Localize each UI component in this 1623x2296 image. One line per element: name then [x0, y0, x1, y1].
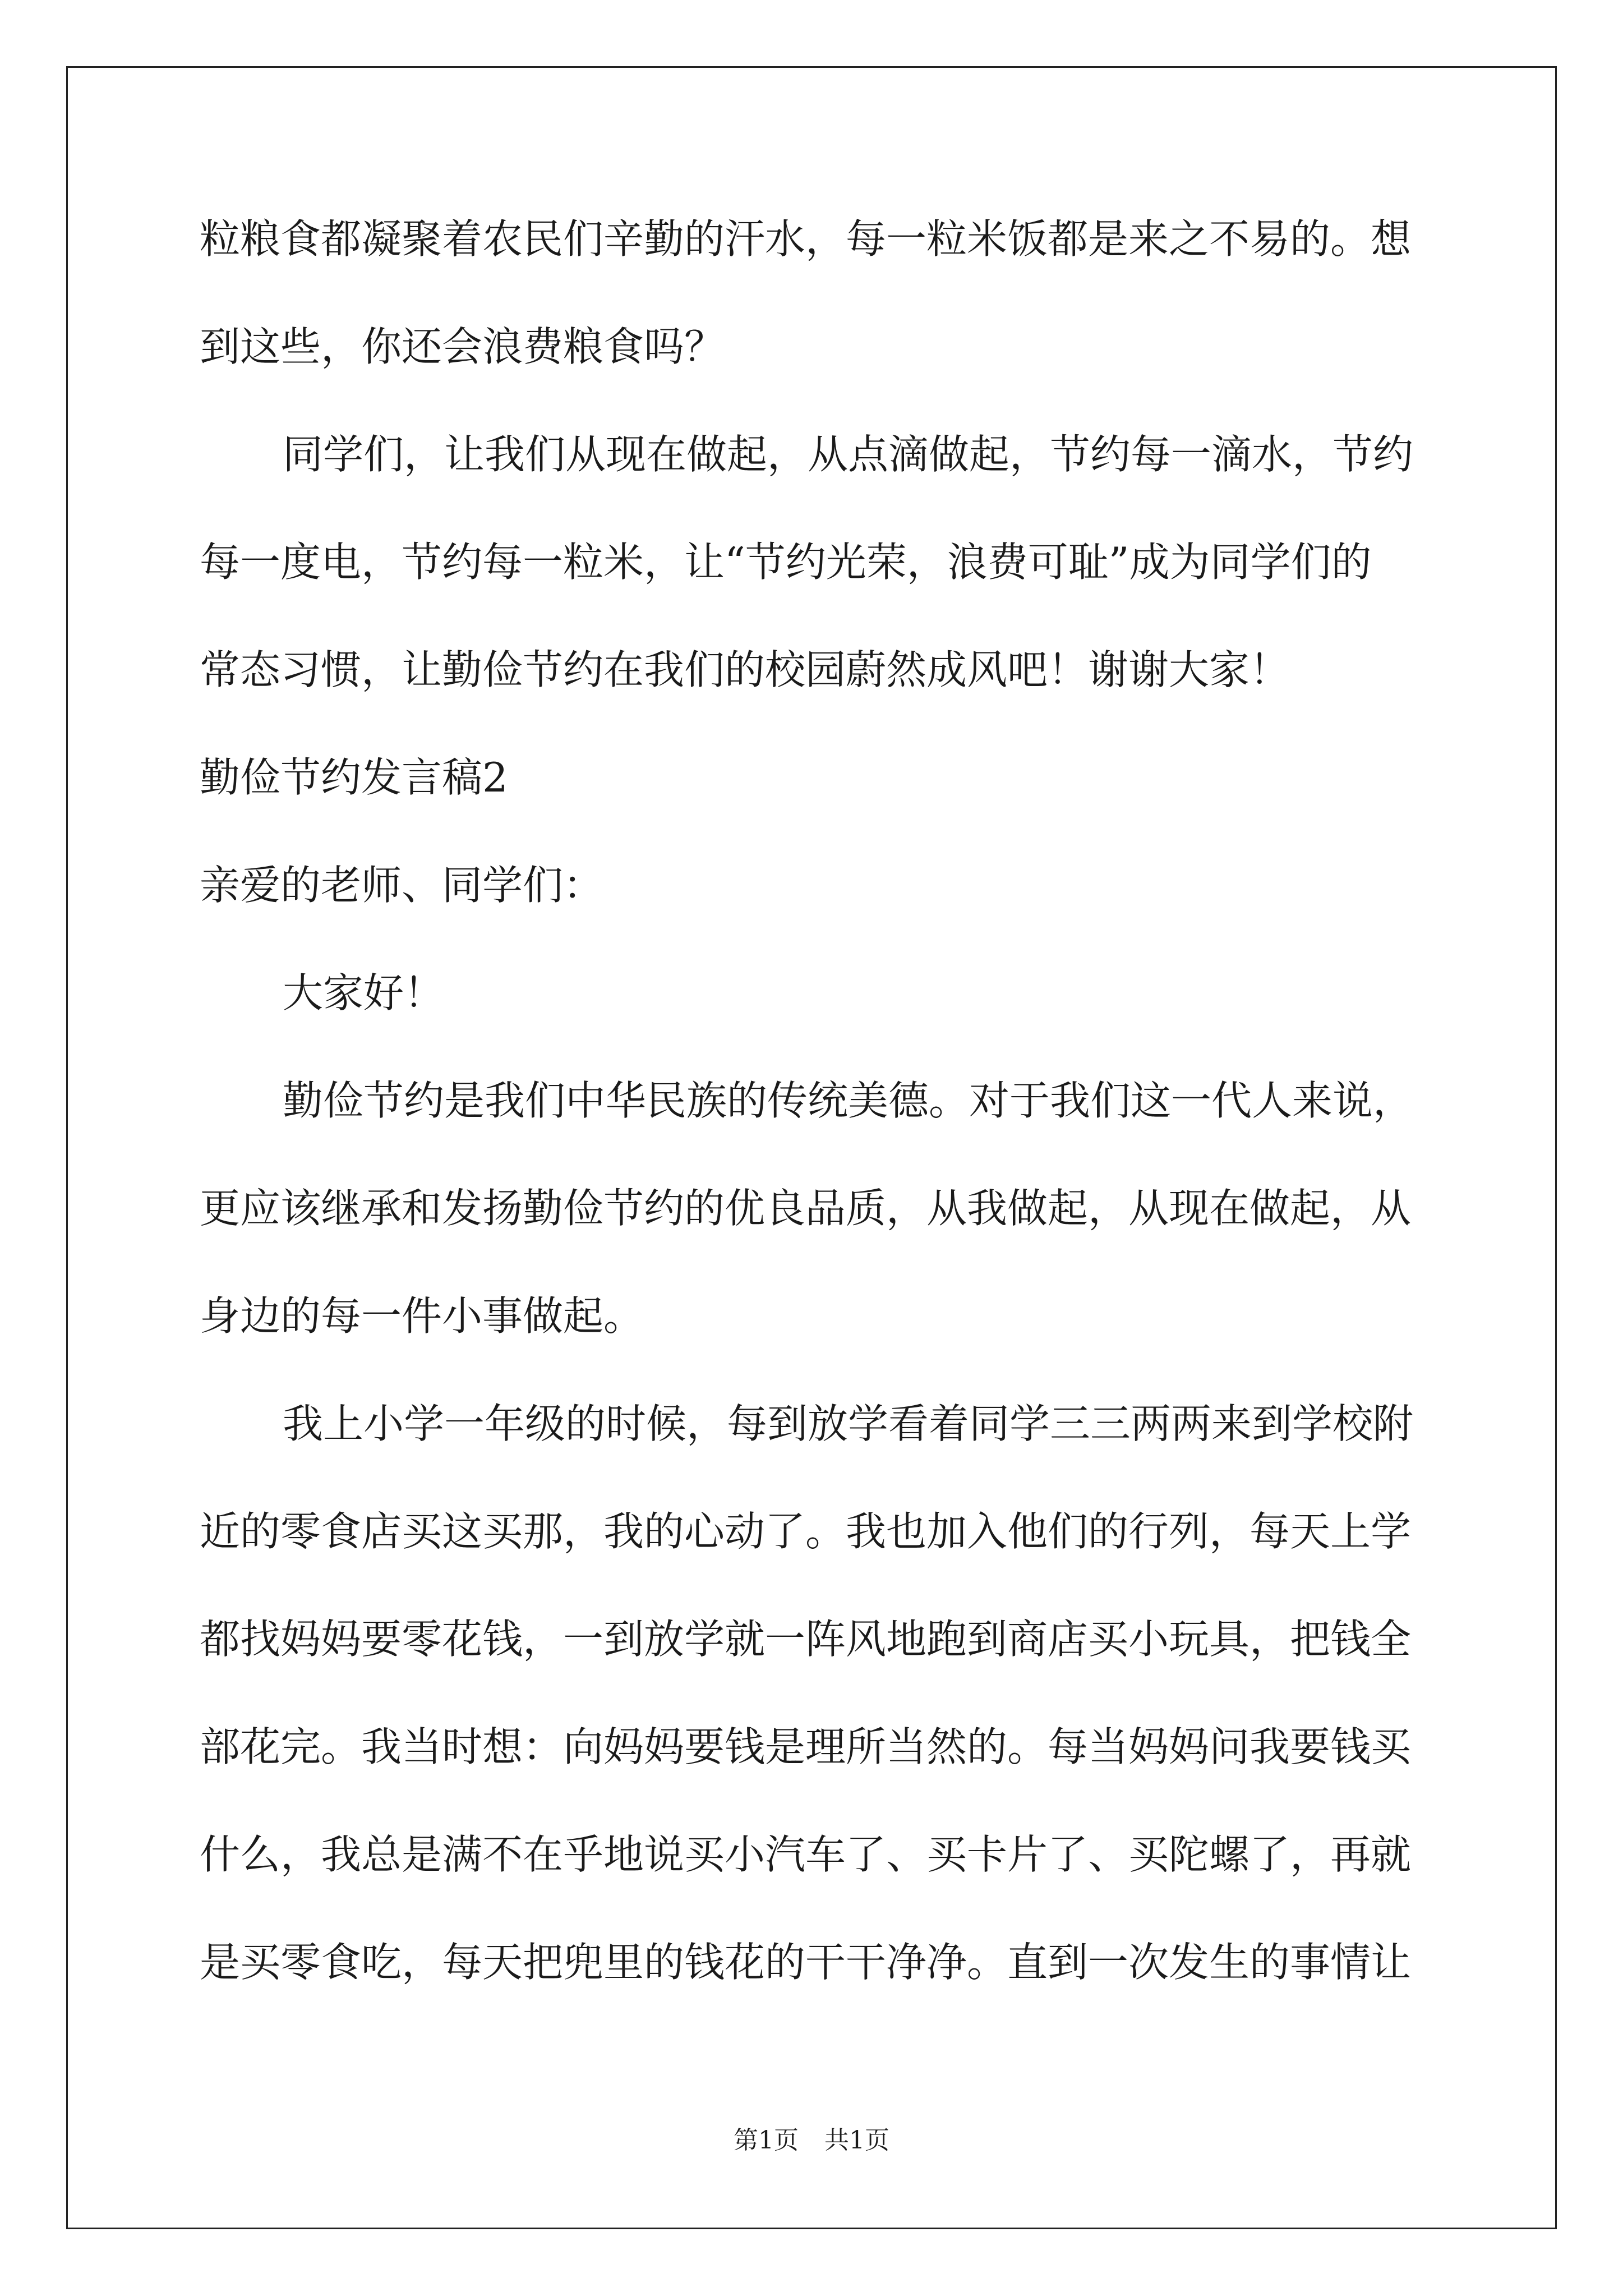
- paragraph-line: 是买零食吃，每天把兜里的钱花的干干净净。直到一次发生的事情让: [200, 1939, 1412, 1986]
- page-footer: [0, 2124, 1623, 2157]
- paragraph-line: 我上小学一年级的时候，每到放学看着同学三三两两来到学校附: [283, 1400, 1414, 1447]
- paragraph-line: 什么，我总是满不在乎地说买小汽车了、买卡片了、买陀螺了，再就: [200, 1831, 1412, 1878]
- paragraph-line: 每一度电，节约每一粒米，让“节约光荣，浪费可耻”成为同学们的: [200, 539, 1372, 586]
- section-heading: 勤俭节约发言稿2: [200, 754, 508, 801]
- paragraph-line: 粒粮食都凝聚着农民们辛勤的汗水，每一粒米饭都是来之不易的。想: [200, 215, 1412, 263]
- paragraph-line: 常态习惯，让勤俭节约在我们的校园蔚然成风吧！谢谢大家！: [200, 646, 1290, 693]
- total-pages-label: 共1页: [824, 2126, 889, 2155]
- paragraph-line: 勤俭节约是我们中华民族的传统美德。对于我们这一代人来说，: [283, 1077, 1414, 1124]
- greeting: 大家好！: [283, 969, 445, 1016]
- current-page-label: 第1页: [734, 2126, 799, 2155]
- paragraph-line: 部花完。我当时想：向妈妈要钱是理所当然的。每当妈妈问我要钱买: [200, 1723, 1412, 1770]
- salutation: 亲爱的老师、同学们：: [200, 862, 604, 909]
- paragraph-line: 身边的每一件小事做起。: [200, 1292, 644, 1340]
- paragraph-line: 到这些，你还会浪费粮食吗？: [200, 323, 725, 370]
- document-body: [200, 185, 1433, 2016]
- paragraph-line: 同学们，让我们从现在做起，从点滴做起，节约每一滴水，节约: [283, 431, 1414, 478]
- paragraph-line: 近的零食店买这买那，我的心动了。我也加入他们的行列，每天上学: [200, 1508, 1412, 1555]
- paragraph-line: 更应该继承和发扬勤俭节约的优良品质，从我做起，从现在做起，从: [200, 1185, 1412, 1232]
- paragraph-line: 都找妈妈要零花钱，一到放学就一阵风地跑到商店买小玩具，把钱全: [200, 1616, 1412, 1663]
